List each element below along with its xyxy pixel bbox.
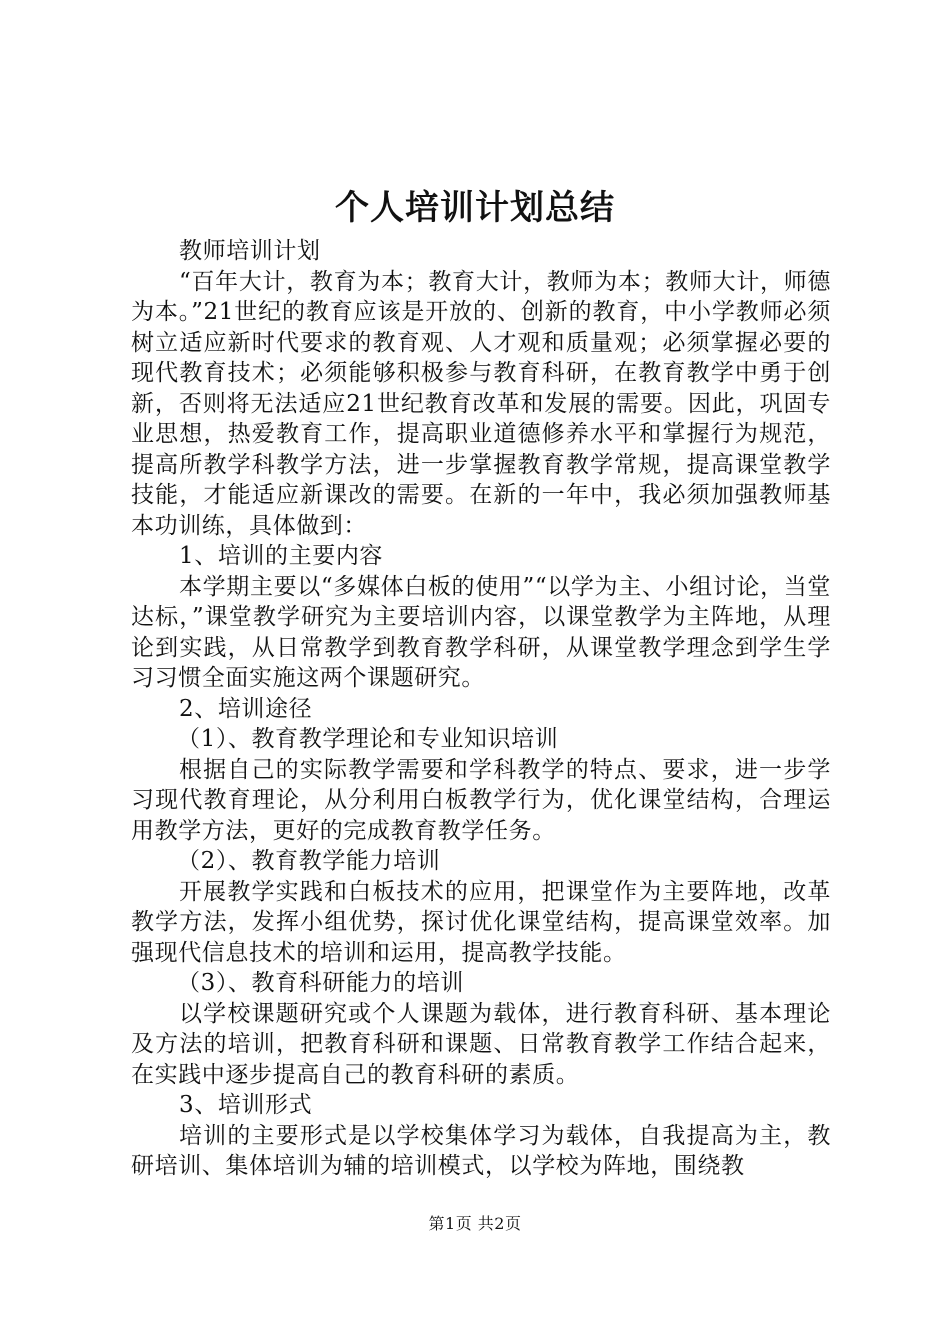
document-title: 个人培训计划总结 bbox=[335, 188, 615, 228]
page-footer: 第1页 共2页 bbox=[428, 1214, 522, 1233]
section-heading-approach: 2、培训途径 bbox=[179, 695, 313, 722]
paragraph-content: 本学期主要以“多媒体白板的使用”“以学为主、小组讨论，当堂达标，”课堂教学研究为主要培训内容，以课堂教学为主阵地，从理论到实践，从日常教学到教育教学科研，从课堂教学理念到学生学习习惯全面实施这两个课题研究。 bbox=[131, 573, 831, 691]
subsection-heading-2: （2）、教育教学能力培训 bbox=[177, 848, 441, 874]
paragraph-form: 培训的主要形式是以学校集体学习为载体，自我提高为主，教研培训、集体培训为辅的培训模式，以学校为阵地，围绕教 bbox=[131, 1122, 831, 1179]
subsection-heading-1: （1）、教育教学理论和专业知识培训 bbox=[177, 726, 559, 752]
subsection-heading-3: （3）、教育科研能力的培训 bbox=[177, 970, 464, 996]
paragraph-approach-3: 以学校课题研究或个人课题为载体，进行教育科研、基本理论及方法的培训，把教育科研和课题、日常教育教学工作结合起来，在实践中逐步提高自己的教育科研的素质。 bbox=[131, 1000, 831, 1088]
section-heading-content: 1、培训的主要内容 bbox=[179, 543, 384, 569]
paragraph-heading-plan: 教师培训计划 bbox=[179, 238, 321, 264]
section-heading-form: 3、培训形式 bbox=[179, 1092, 313, 1118]
paragraph-approach-1: 根据自己的实际教学需要和学科教学的特点、要求，进一步学习现代教育理论，从分利用白板教学行为，优化课堂结构，合理运用教学方法，更好的完成教育教学任务。 bbox=[131, 756, 831, 844]
document-body bbox=[131, 236, 831, 1182]
paragraph-approach-2: 开展教学实践和白板技术的应用，把课堂作为主要阵地，改革教学方法，发挥小组优势，探讨优化课堂结构，提高课堂效率。加强现代信息技术的培训和运用，提高教学技能。 bbox=[131, 878, 831, 966]
paragraph-intro: “百年大计，教育为本；教育大计，教师为本；教师大计，师德为本。”21世纪的教育应该是开放的、创新的教育，中小学教师必须树立适应新时代要求的教育观、人才观和质量观；必须掌握必要的现代教育技术；必须能够积极参与教育科研，在教育教学中勇于创新，否则将无法适应21世纪教育改革和发展的需要。因此，巩固专业思想，热爱教育工作，提高职业道德修养水平和掌握行为规范，提高所教学科教学方法，进一步掌握教育教学常规，提高课堂教学技能，才能适应新课改的需要。在新的一年中，我必须加强教师基本功训练，具体做到： bbox=[131, 268, 831, 539]
